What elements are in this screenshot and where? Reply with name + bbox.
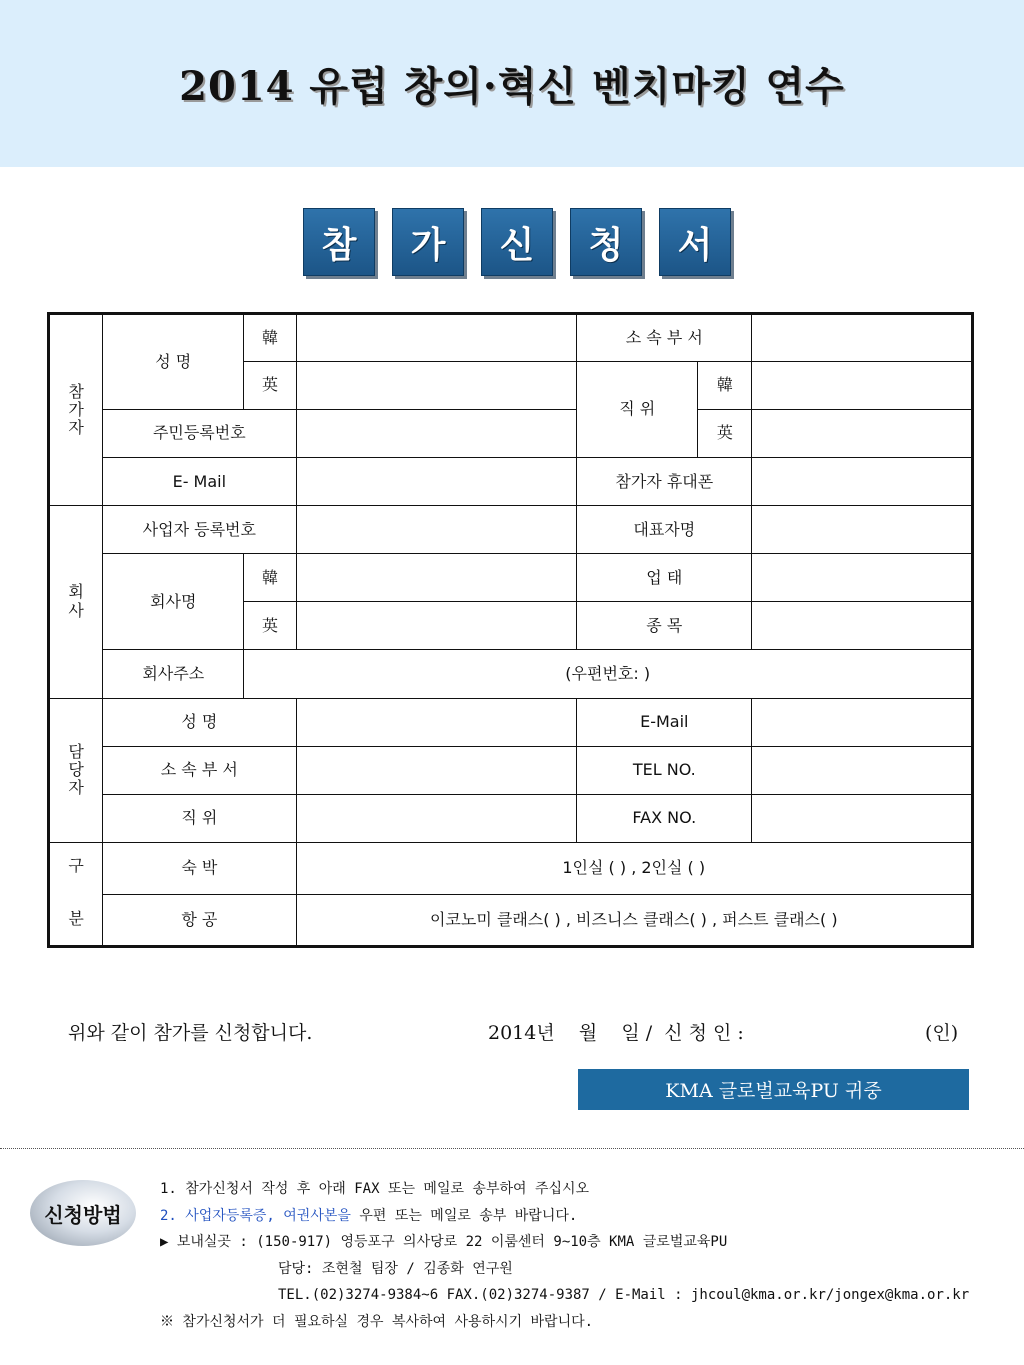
- company-address-label: 회사주소: [103, 650, 244, 698]
- resident-number-label: 주민등록번호: [103, 410, 296, 458]
- instruction-contact-person: 담당: 조현철 팀장 / 김종화 연구원: [278, 1260, 513, 1277]
- company-name-kor-field[interactable]: [296, 554, 577, 602]
- lodging-options[interactable]: 1인실 ( ) , 2인실 ( ): [296, 842, 972, 894]
- contact-position-label: 직 위: [103, 794, 296, 842]
- title-tile: 참: [303, 208, 375, 276]
- biz-number-field[interactable]: [296, 506, 577, 554]
- business-type-label: 업 태: [577, 554, 752, 602]
- business-type-field[interactable]: [752, 554, 973, 602]
- company-address-field[interactable]: (우편번호: ): [244, 650, 973, 698]
- declaration-statement: 위와 같이 참가를 신청합니다.: [68, 1022, 313, 1044]
- category-section-label-top: 구: [49, 842, 103, 894]
- contact-fax-label: FAX NO.: [577, 794, 752, 842]
- contact-section-label: 담 당 자: [49, 698, 103, 842]
- contact-tel-label: TEL NO.: [577, 746, 752, 794]
- company-name-label: 회사명: [103, 554, 244, 650]
- contact-email-field[interactable]: [752, 698, 973, 746]
- participant-position-label: 직 위: [577, 362, 698, 458]
- application-form-table: [47, 312, 974, 948]
- participant-dept-label: 소 속 부 서: [577, 314, 752, 362]
- contact-tel-field[interactable]: [752, 746, 973, 794]
- flight-label: 항 공: [103, 894, 296, 946]
- english-label: 英: [698, 410, 752, 458]
- participant-mobile-label: 참가자 휴대폰: [577, 458, 752, 506]
- biz-number-label: 사업자 등록번호: [103, 506, 296, 554]
- instruction-line-2: 2. 사업자등록증, 여권사본을 우편 또는 메일로 송부 바랍니다.: [160, 1207, 578, 1224]
- korean-label: 韓: [244, 314, 296, 362]
- banner-title: 2014 유럽 창의·혁신 벤치마킹 연수: [179, 63, 845, 110]
- flight-class-options[interactable]: 이코노미 클래스( ) , 비즈니스 클래스( ) , 퍼스트 클래스( ): [296, 894, 972, 946]
- contact-position-field[interactable]: [296, 794, 577, 842]
- form-title: [303, 208, 731, 278]
- contact-name-field[interactable]: [296, 698, 577, 746]
- application-method-badge: 신청방법: [30, 1180, 136, 1246]
- instruction-note: ※ 참가신청서가 더 필요하실 경우 복사하여 사용하시기 바랍니다.: [160, 1313, 594, 1330]
- category-section-label-bottom: 분: [49, 894, 103, 946]
- title-tile: 신: [481, 208, 553, 276]
- company-section-label: 회 사: [49, 506, 103, 698]
- application-instructions: [160, 1176, 980, 1335]
- recipient-label: KMA 글로벌교육PU 귀중: [665, 1080, 882, 1102]
- korean-label: 韓: [244, 554, 296, 602]
- instruction-address: ▶ 보내실곳 : (150-917) 영등포구 의사당로 22 이룸센터 9~10층 KMA 글로벌교육PU: [160, 1234, 728, 1250]
- ceo-name-field[interactable]: [752, 506, 973, 554]
- contact-dept-label: 소 속 부 서: [103, 746, 296, 794]
- participant-email-label: E- Mail: [103, 458, 296, 506]
- resident-number-field[interactable]: [296, 410, 577, 458]
- title-tile: 서: [659, 208, 731, 276]
- business-item-label: 종 목: [577, 602, 752, 650]
- english-label: 英: [244, 362, 296, 410]
- title-tile: 가: [392, 208, 464, 276]
- ceo-name-label: 대표자명: [577, 506, 752, 554]
- korean-label: 韓: [698, 362, 752, 410]
- company-name-eng-field[interactable]: [296, 602, 577, 650]
- participant-position-eng-field[interactable]: [752, 410, 973, 458]
- title-tile: 청: [570, 208, 642, 276]
- participant-name-label: 성 명: [103, 314, 244, 410]
- instruction-line-1: 1. 참가신청서 작성 후 아래 FAX 또는 메일로 송부하여 주십시오: [160, 1181, 590, 1197]
- lodging-label: 숙 박: [103, 842, 296, 894]
- header-banner: [0, 0, 1024, 167]
- participant-name-kor-field[interactable]: [296, 314, 577, 362]
- english-label: 英: [244, 602, 296, 650]
- date-applicant-line: 2014년 월 일 / 신 청 인 :: [488, 1022, 744, 1044]
- participant-email-field[interactable]: [296, 458, 577, 506]
- participant-section-label: 참 가 자: [49, 314, 103, 506]
- participant-name-eng-field[interactable]: [296, 362, 577, 410]
- contact-name-label: 성 명: [103, 698, 296, 746]
- participant-dept-field[interactable]: [752, 314, 973, 362]
- contact-email-label: E-Mail: [577, 698, 752, 746]
- instruction-contact-info: TEL.(02)3274-9384~6 FAX.(02)3274-9387 / E-Mail : jhcoul@kma.or.kr/jongex@kma.or.kr: [278, 1287, 970, 1303]
- participant-mobile-field[interactable]: [752, 458, 973, 506]
- contact-fax-field[interactable]: [752, 794, 973, 842]
- contact-dept-field[interactable]: [296, 746, 577, 794]
- participant-position-kor-field[interactable]: [752, 362, 973, 410]
- seal-mark: (인): [925, 1022, 959, 1044]
- divider: [0, 1148, 1024, 1149]
- recipient-box: [578, 1069, 969, 1110]
- business-item-field[interactable]: [752, 602, 973, 650]
